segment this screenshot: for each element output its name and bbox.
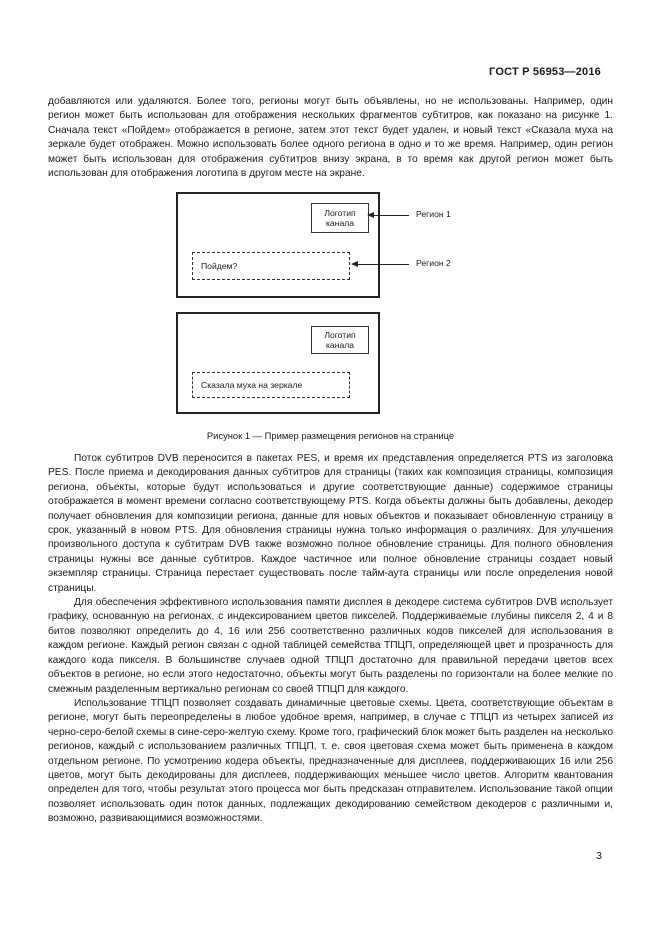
logo-region-box: Логотип канала [311, 326, 369, 354]
region-1-label: Регион 1 [416, 209, 451, 219]
figure-1 [176, 192, 506, 432]
screen-frame-1 [176, 192, 380, 298]
page-number: 3 [596, 850, 602, 862]
paragraph: Использование ТПЦП позволяет создавать динамичные цветовые схемы. Цвета, соответствующие объектам в регионе, могут быть переопределены в любое удобное время, например, в случае с ТПЦП из четырех записей из черно-серо-белой схемы в сине-серо-желтую схему. Кроме того, графический блок может быть разделен на несколько регионов, каждый с использованием различных ТПЦП, т. е. своя цветовая схема может быть применена в каждом отдельном регионе. По усмотрению кодера объекты, предназначенные для дисплеев, поддерживающих 16 или 256 цветов, могут быть декодированы для дисплеев, поддерживающих меньшее число цветов. Алгоритм квантования определен для того, чтобы результат этого процесса мог быть предсказан отправителем. Использование такой опции позволяет использовать один поток данных, подлежащих декодированию семейством декодеров с различными и, возможно, развивающимися возможностями. [48, 697, 613, 825]
pointer-line-region-2 [357, 264, 409, 265]
screen-frame-2 [176, 312, 380, 414]
subtitle-region-box: Пойдем? [192, 252, 350, 280]
figure-caption: Рисунок 1 — Пример размещения регионов на странице [206, 430, 455, 441]
paragraph: Для обеспечения эффективного использования памяти дисплея в декодере система субтитров DVB использует графику, основанную на регионах, с индексированием цветов пикселей. Поддерживаемые глубины пикселя 2, 4 и 8 битов позволяют определить до 4, 16 или 256 соответственно различных кодов пикселей для использования в каждом регионе. Каждый регион связан с одной таблицей семейства ТПЦП, определяющей цвет и прозрачность для каждого кода пикселя. В большинстве случаев одной ТПЦП достаточно для правильной передачи цветов всех объектов в регионе, но если этого недостаточно, объекты могут быть разделены по горизонтали на более мелкие по смежным разделенным вертикально регионам со своей ТПЦП для каждого. [48, 597, 613, 695]
paragraph: добавляются или удаляются. Более того, регионы могут быть объявлены, но не использованы. Например, один регион может быть использован для отображения нескольких фрагментов субтитров, как показано на рисунке 1. Сначала текст «Пойдем» отображается в регионе, затем этот текст будет удален, и новый текст «Сказала муха на зеркале будет отображен. Можно использовать более одного региона в одно и то же время. Например, один регион может быть использован для отображения субтитров внизу экрана, в то время как другой регион может быть использован для отображения логотипа в другом месте на экране. [48, 96, 613, 180]
paragraph: Поток субтитров DVB переносится в пакетах PES, и время их представления определяется PTS из заголовка PES. После приема и декодирования данных субтитров для страницы (таких как композиция страницы, композиция региона, объекты, которые будут использоваться и другие соответствующие данные) содержимое страницы отображается в момент времени согласно соответствующему PTS. Когда объекты должны быть добавлены, декодер получает обновления для композиции региона, данные для новых объектов и показывает обновленную страницу в срок, указанный в новом PTS. Для обновления страницы нужна только информация о различиях. Для улучшения произвольного доступа к субтитрам DVB также возможно полное обновление страницы. Для полного обновления страницы нужны все данные субтитров. Каждое частичное или полное обновление страницы создает новый экземпляр страницы. Страница перестает существовать после тайм-аута страницы или после определения новой страницы. [48, 453, 613, 594]
body-paragraph-block [48, 452, 613, 827]
region-2-label: Регион 2 [416, 258, 451, 268]
intro-paragraph-block [48, 95, 613, 181]
pointer-line-region-1 [373, 215, 409, 216]
standard-designation: ГОСТ Р 56953—2016 [489, 66, 601, 78]
logo-region-box: Логотип канала [311, 203, 369, 233]
subtitle-region-box: Сказала муха на зеркале [192, 372, 350, 398]
